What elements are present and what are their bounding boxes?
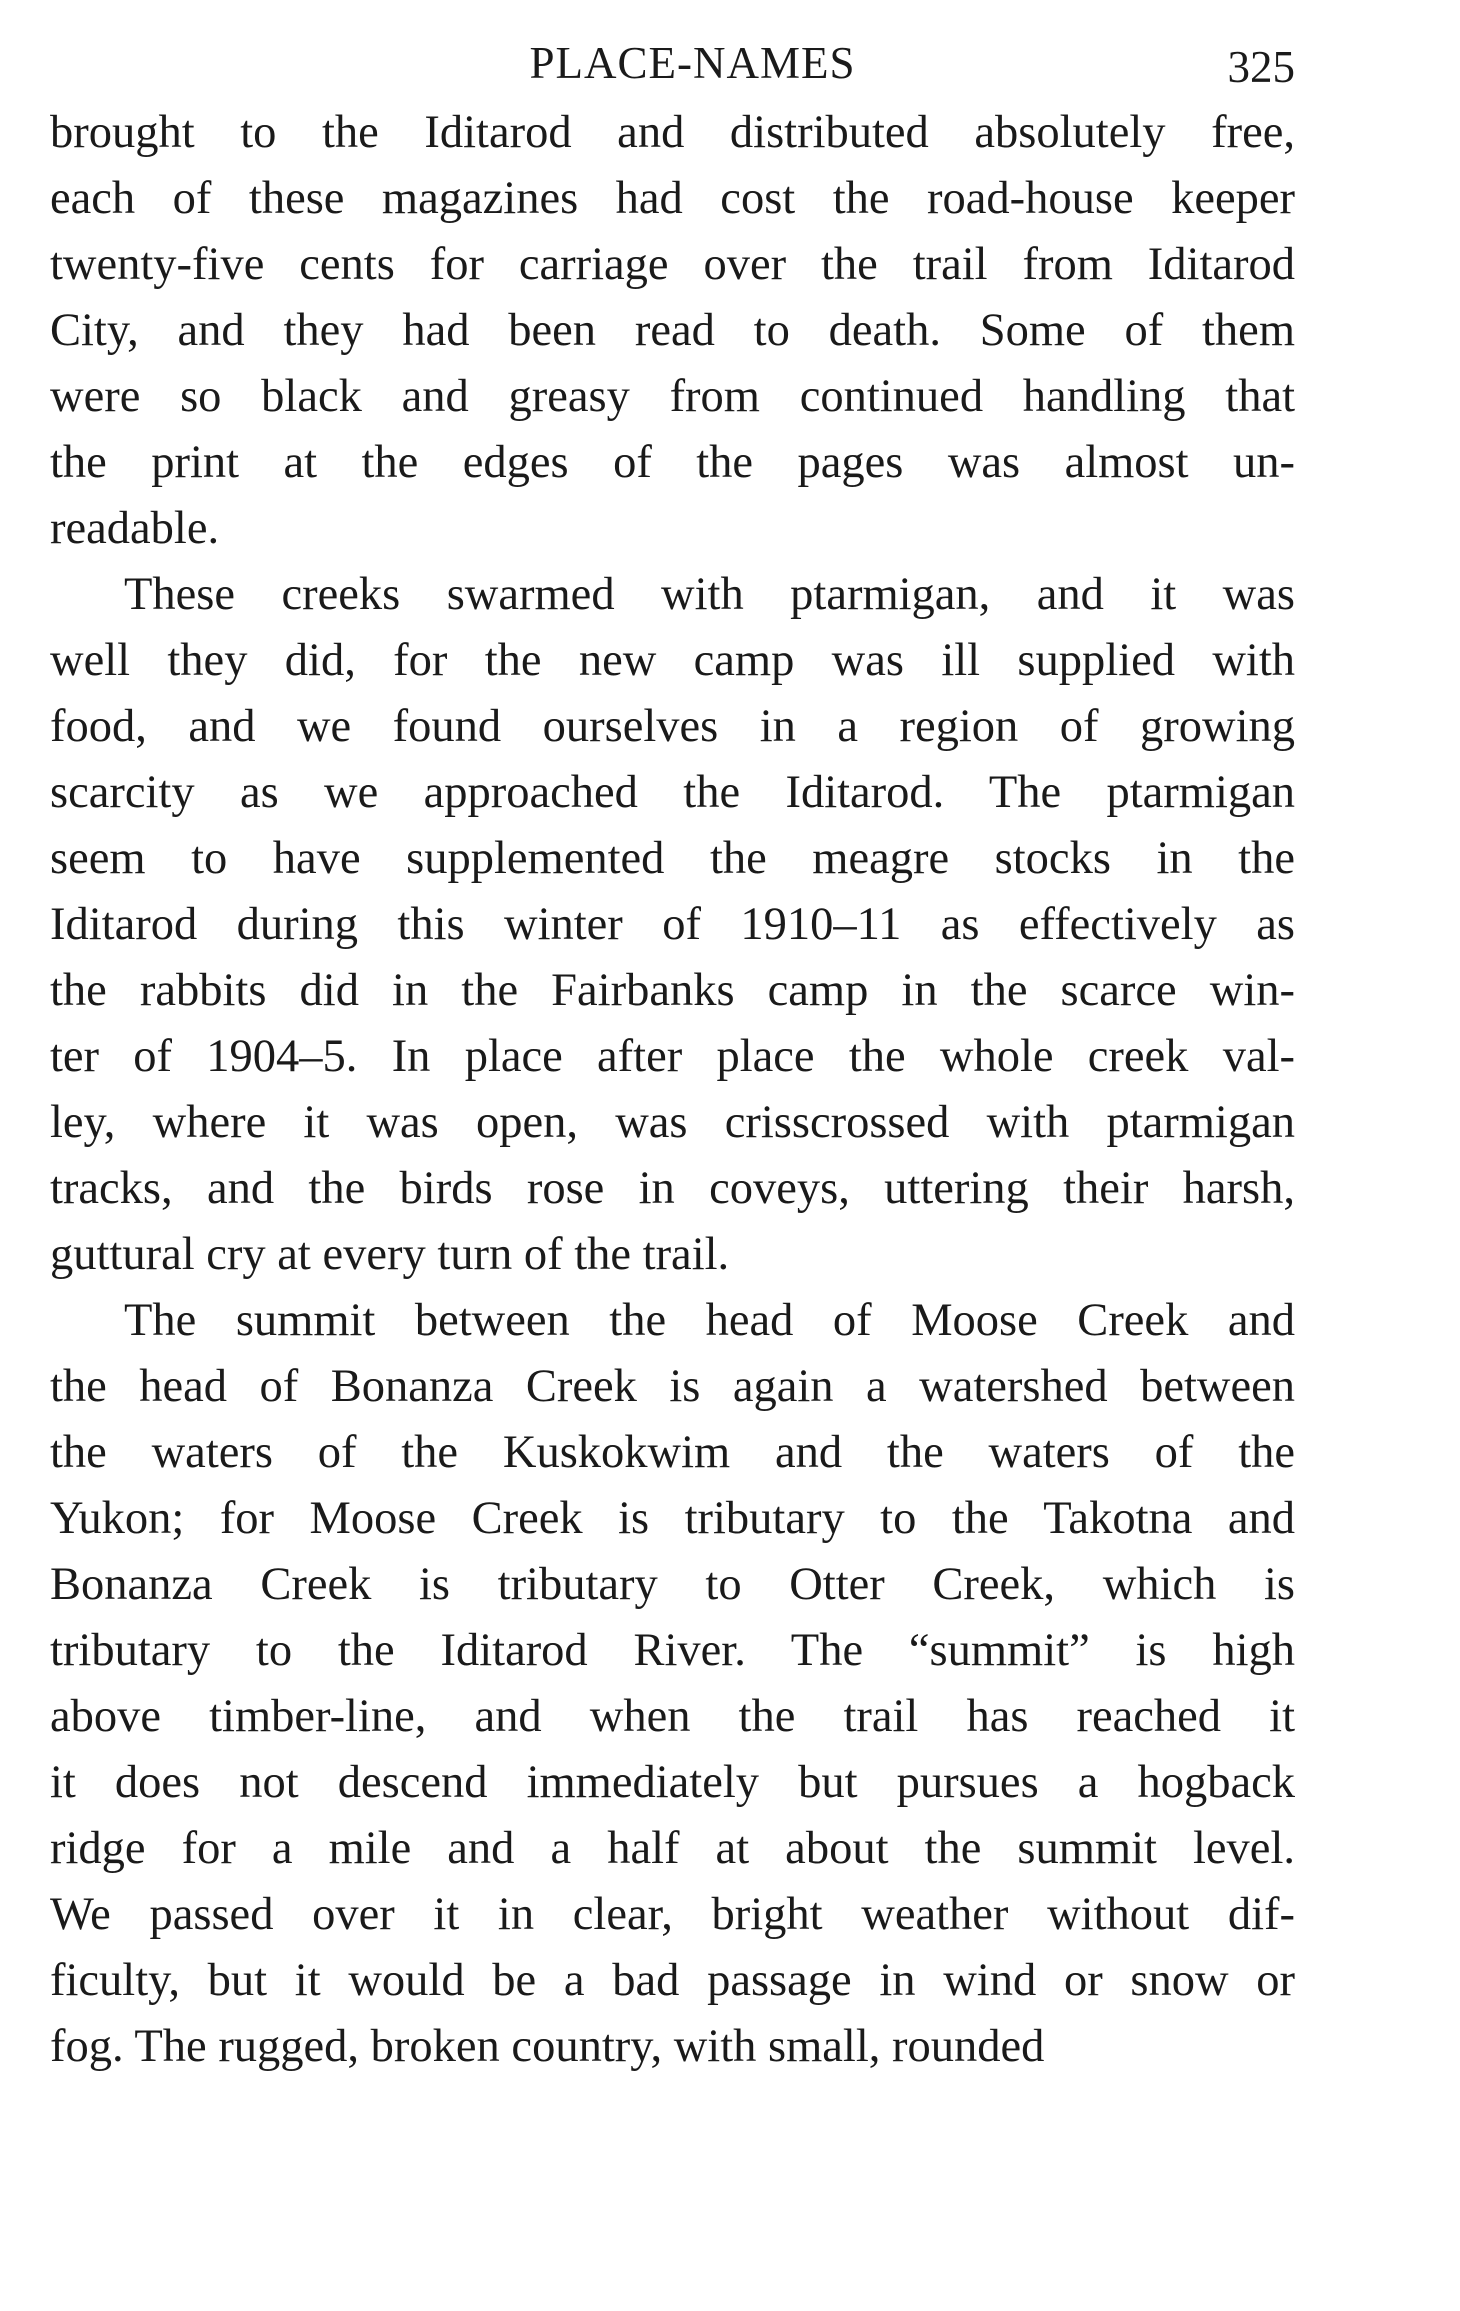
text-line: ridge for a mile and a half at about the summit level. <box>50 1823 1295 1874</box>
text-line: above timber-line, and when the trail has reached it <box>50 1691 1295 1742</box>
text-line: We passed over it in clear, bright weather without dif- <box>50 1889 1295 1940</box>
text-line: Iditarod during this winter of 1910–11 as effectively as <box>50 899 1295 950</box>
text-line: guttural cry at every turn of the trail. <box>50 1229 730 1280</box>
text-line: twenty-five cents for carriage over the trail from Iditarod <box>50 239 1295 290</box>
text-line: ficulty, but it would be a bad passage in wind or snow or <box>50 1955 1295 2006</box>
text-line: Bonanza Creek is tributary to Otter Creek, which is <box>50 1559 1295 1610</box>
text-line: ter of 1904–5. In place after place the whole creek val- <box>50 1031 1295 1082</box>
text-line: These creeks swarmed with ptarmigan, and it was <box>124 569 1295 620</box>
text-line: City, and they had been read to death. Some of them <box>50 305 1295 356</box>
text-line: the rabbits did in the Fairbanks camp in the scarce win- <box>50 965 1295 1016</box>
book-page <box>50 28 1295 2298</box>
text-line: it does not descend immediately but pursues a hogback <box>50 1757 1295 1808</box>
running-head <box>50 28 1295 98</box>
text-line: food, and we found ourselves in a region of growing <box>50 701 1295 752</box>
text-line: seem to have supplemented the meagre stocks in the <box>50 833 1295 884</box>
text-line: the waters of the Kuskokwim and the waters of the <box>50 1427 1295 1478</box>
text-line: tracks, and the birds rose in coveys, uttering their harsh, <box>50 1163 1295 1214</box>
running-title: PLACE-NAMES <box>529 38 856 88</box>
text-line: the head of Bonanza Creek is again a watershed between <box>50 1361 1295 1412</box>
text-line: scarcity as we approached the Iditarod. The ptarmigan <box>50 767 1295 818</box>
page-number: 325 <box>1227 42 1295 92</box>
paragraph <box>50 562 1295 1288</box>
paragraph <box>50 100 1295 562</box>
text-line: The summit between the head of Moose Creek and <box>124 1295 1295 1346</box>
text-line: tributary to the Iditarod River. The “summit” is high <box>50 1625 1295 1676</box>
text-line: brought to the Iditarod and distributed absolutely free, <box>50 107 1295 158</box>
paragraph <box>50 1288 1295 2080</box>
text-line: Yukon; for Moose Creek is tributary to the Takotna and <box>50 1493 1295 1544</box>
text-line: well they did, for the new camp was ill supplied with <box>50 635 1295 686</box>
text-line: ley, where it was open, was crisscrossed with ptarmigan <box>50 1097 1295 1148</box>
text-line: fog. The rugged, broken country, with small, rounded <box>50 2021 1045 2072</box>
text-line: the print at the edges of the pages was almost un- <box>50 437 1295 488</box>
text-line: readable. <box>50 503 220 554</box>
text-line: were so black and greasy from continued handling that <box>50 371 1295 422</box>
body-text <box>50 100 1295 2080</box>
text-line: each of these magazines had cost the road-house keeper <box>50 173 1295 224</box>
